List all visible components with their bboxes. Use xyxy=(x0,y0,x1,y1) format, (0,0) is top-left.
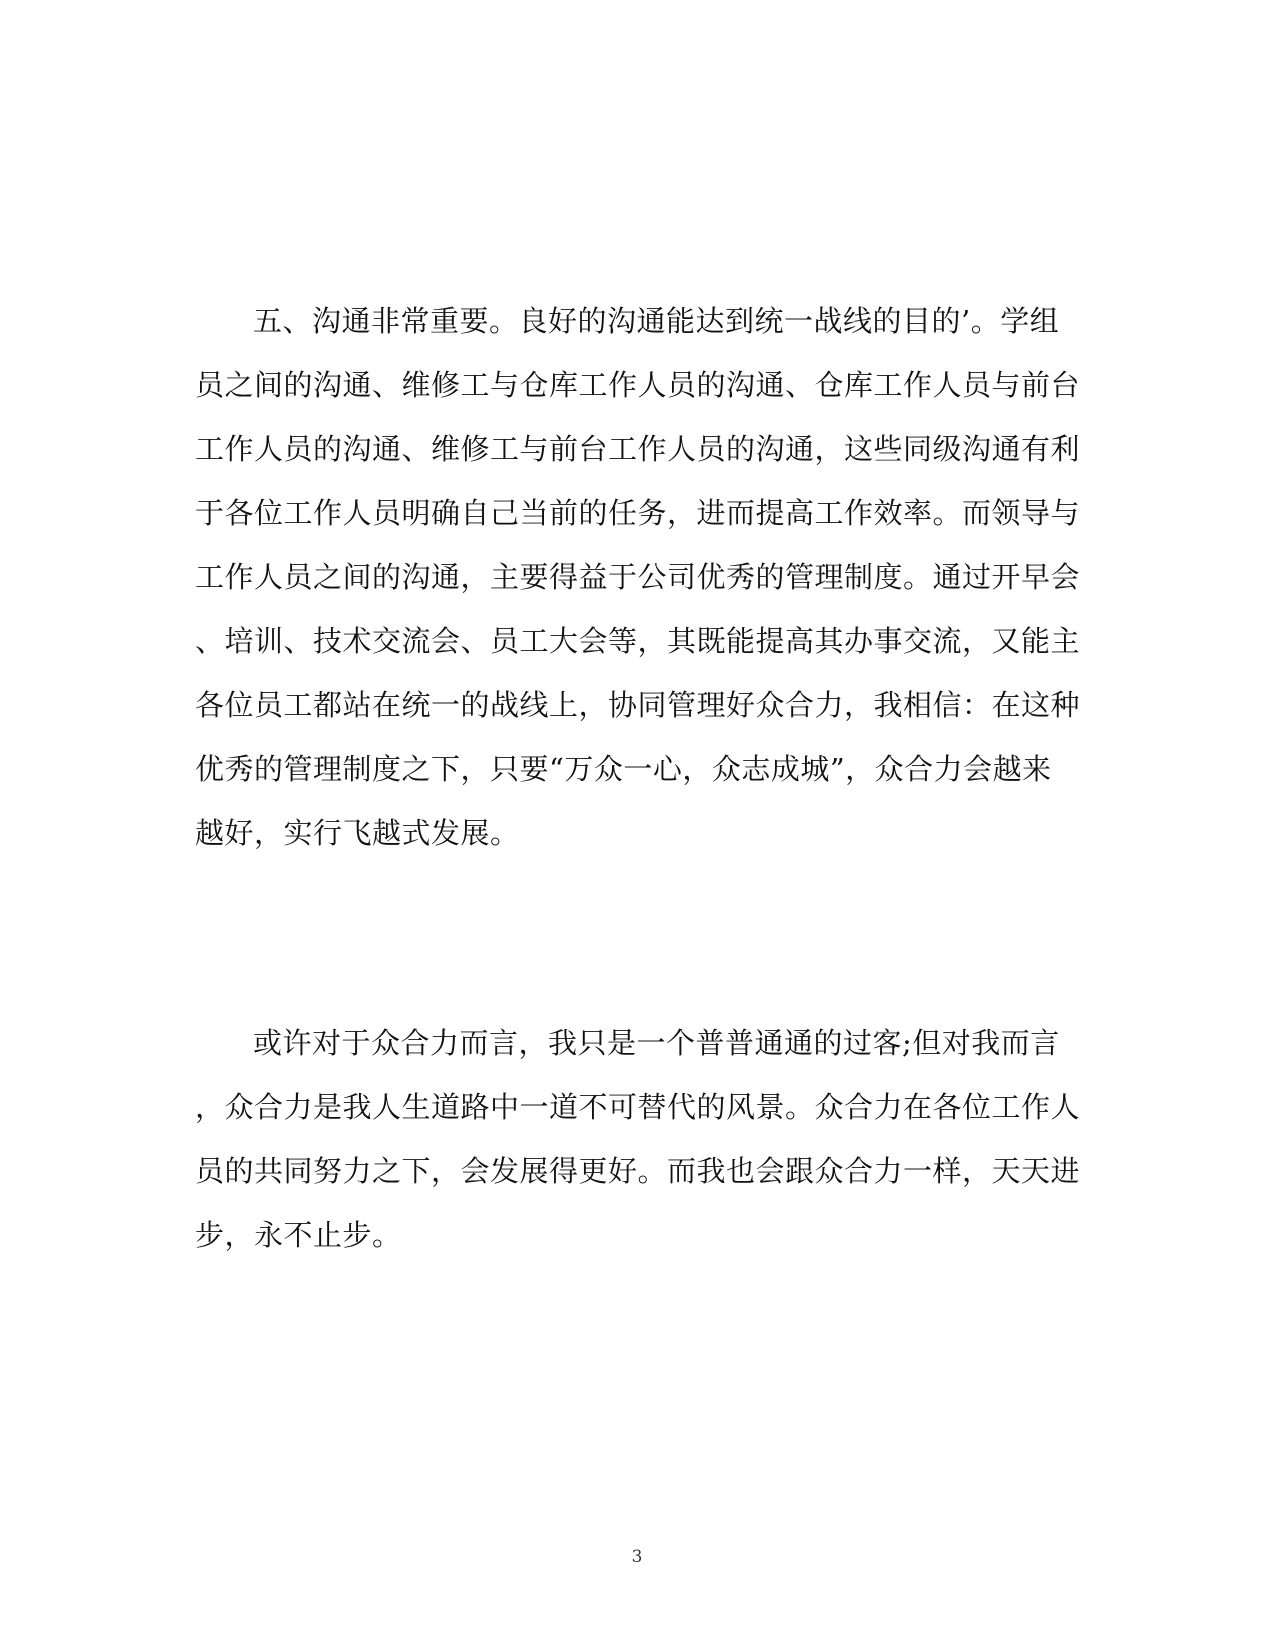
paragraph-line: 各位员工都站在统一的战线上，协同管理好众合力，我相信：在这种 xyxy=(195,688,1081,722)
paragraph-closing xyxy=(195,1011,1081,1267)
page-number: 3 xyxy=(631,1547,643,1567)
paragraph-line: 员之间的沟通、维修工与仓库工作人员的沟通、仓库工作人员与前台 xyxy=(195,368,1081,402)
paragraph-communication xyxy=(195,289,1081,865)
paragraph-line: 工作人员的沟通、维修工与前台工作人员的沟通，这些同级沟通有利 xyxy=(195,432,1081,466)
paragraph-line: 工作人员之间的沟通，主要得益于公司优秀的管理制度。通过开早会 xyxy=(195,560,1081,594)
paragraph-line: 五、沟通非常重要。良好的沟通能达到统一战线的目的’。学组 xyxy=(253,304,1060,338)
paragraph-line: ，众合力是我人生道路中一道不可替代的风景。众合力在各位工作人 xyxy=(195,1090,1081,1124)
paragraph-line: 步，永不止步。 xyxy=(195,1218,402,1252)
paragraph-line: 或许对于众合力而言，我只是一个普普通通的过客;但对我而言 xyxy=(253,1026,1060,1060)
paragraph-line: 优秀的管理制度之下，只要“万众一心，众志成城”，众合力会越来 xyxy=(195,752,1052,786)
paragraph-line: 于各位工作人员明确自己当前的任务，进而提高工作效率。而领导与 xyxy=(195,496,1081,530)
paragraph-line: 越好，实行飞越式发展。 xyxy=(195,816,520,850)
paragraph-line: 、培训、技术交流会、员工大会等，其既能提高其办事交流，又能主 xyxy=(195,624,1081,658)
paragraph-line: 员的共同努力之下，会发展得更好。而我也会跟众合力一样，天天进 xyxy=(195,1154,1081,1188)
